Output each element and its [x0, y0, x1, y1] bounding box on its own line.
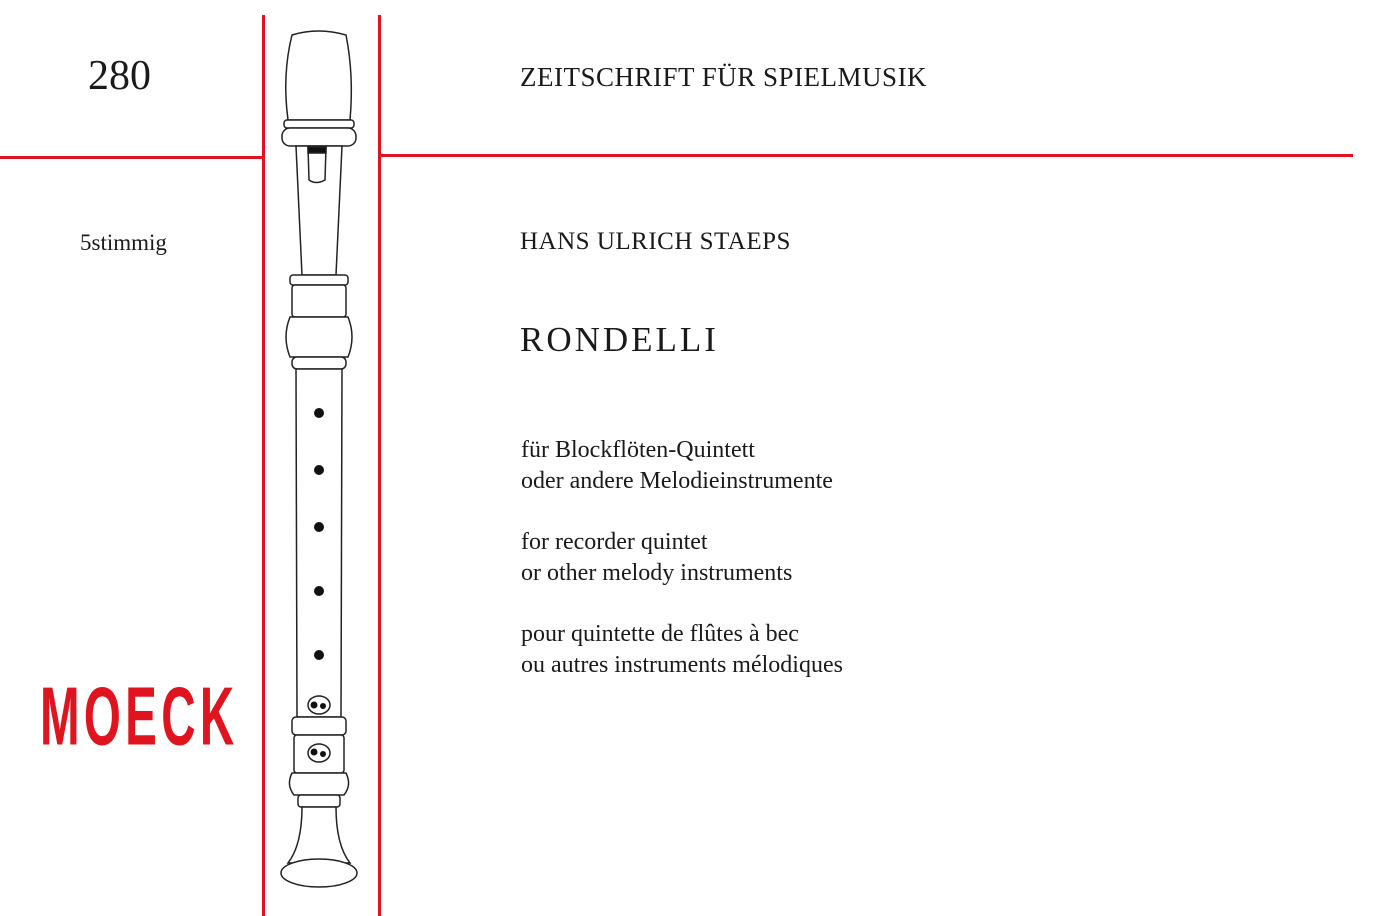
- moeck-logo: MOECK: [40, 669, 239, 762]
- work-title: RONDELLI: [520, 320, 719, 359]
- description-line: or other melody instruments: [521, 560, 793, 586]
- red-rule-vertical-left: [262, 15, 265, 916]
- description-german: [521, 435, 833, 497]
- description-line: für Blockflöten-Quintett: [521, 437, 755, 463]
- recorder-illustration: [270, 25, 370, 905]
- description-french: [521, 619, 843, 681]
- description-english: [521, 527, 792, 589]
- red-rule-horizontal-left: [0, 156, 263, 159]
- series-number: 280: [88, 53, 151, 99]
- voices-label: 5stimmig: [80, 230, 167, 255]
- description-line: for recorder quintet: [521, 529, 708, 555]
- description-line: ou autres instruments mélodiques: [521, 652, 843, 678]
- description-line: pour quintette de flûtes à bec: [521, 621, 799, 647]
- composer-name: HANS ULRICH STAEPS: [520, 228, 791, 255]
- red-rule-vertical-right: [378, 15, 381, 916]
- red-rule-horizontal-right: [379, 154, 1353, 157]
- series-title: ZEITSCHRIFT FÜR SPIELMUSIK: [520, 62, 928, 92]
- description-line: oder andere Melodieinstrumente: [521, 468, 833, 494]
